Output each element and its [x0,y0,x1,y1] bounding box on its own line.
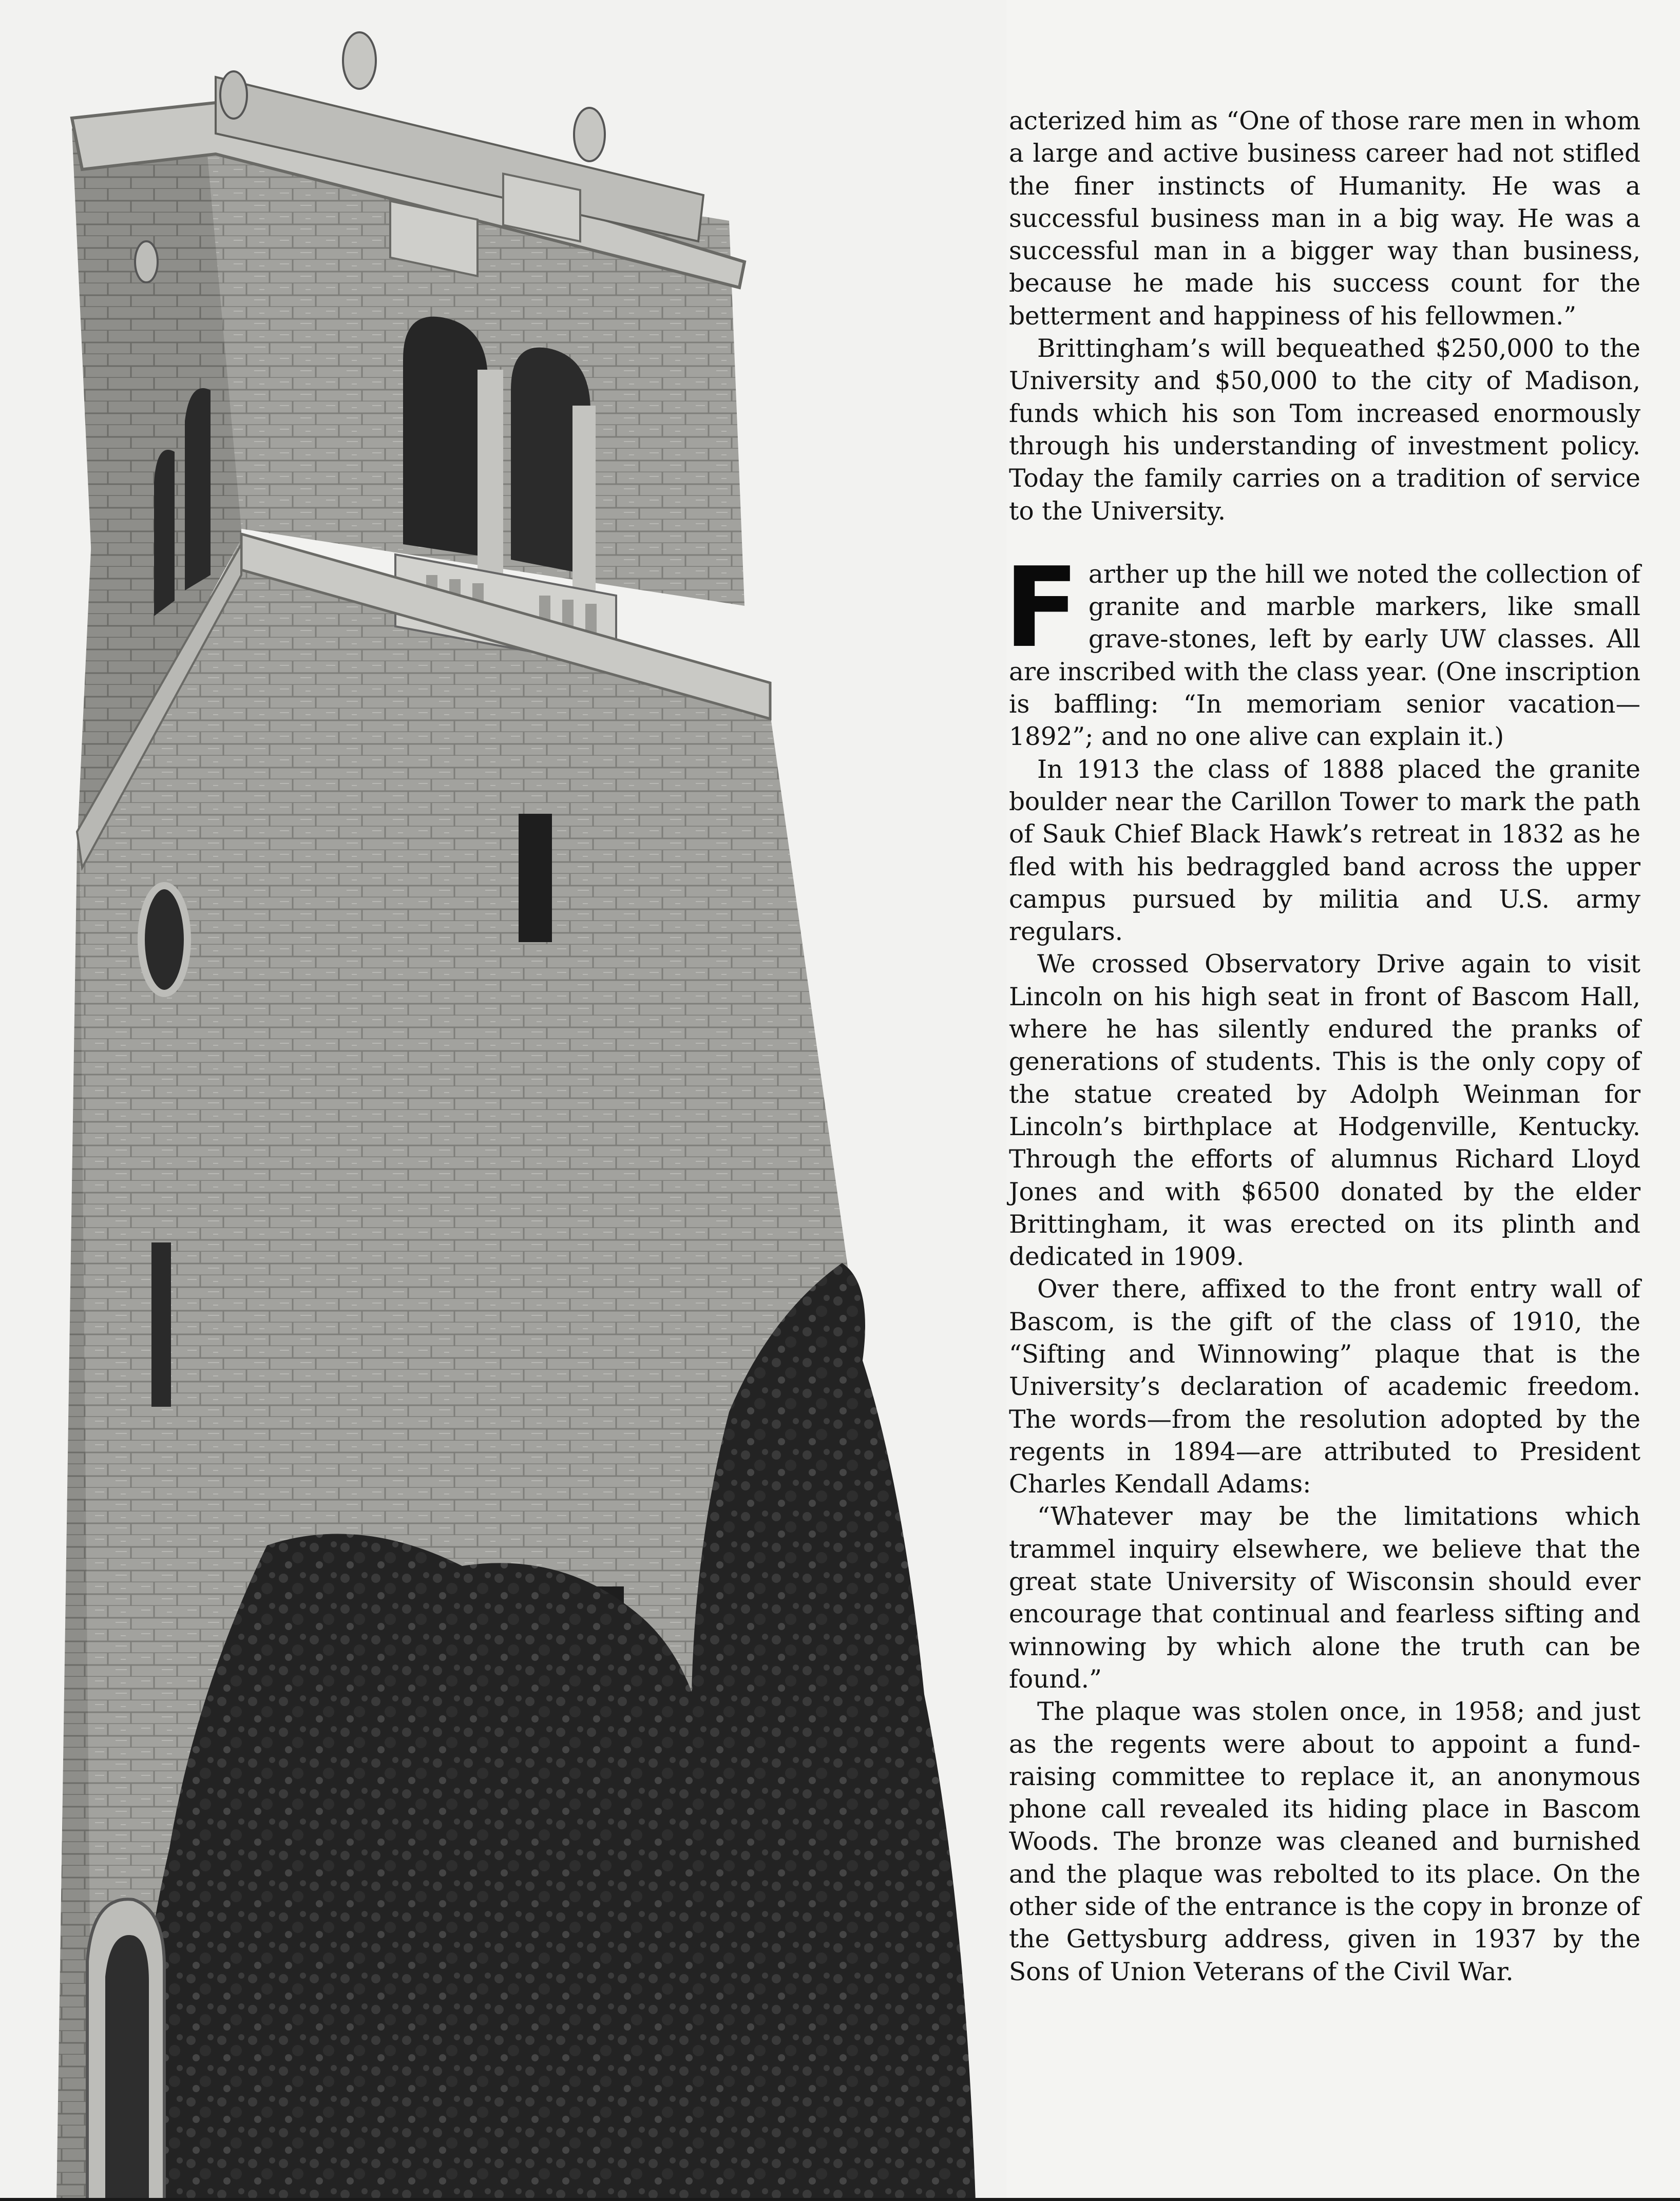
article-paragraph: Over there, affixed to the front entry wall of Bascom, is the gift of the class of 1910, the “Sifting and Winnowing” plaque that is the University’s declaration of academic freedom. The words—from the resolution adopted by the regents in 1894—are attributed to President Charles Kendall Adams: [1009,1275,1640,1499]
dropcap-paragraph-text: arther up the hill we noted the collection of granite and marble markers, like small grave-stones, left by early UW classes. All are inscribed with the class year. (One inscription is baffling: “In memoriam senior vacation—1892”; and no one alive can explain it.) [1009,560,1640,752]
article-paragraph: In 1913 the class of 1888 placed the granite boulder near the Carillon Tower to mark the path of Sauk Chief Black Hawk’s retreat in 1832 as he fled with his bedraggled band across the upper campus pursued by militia and U.S. army regulars. [1009,755,1640,947]
drop-cap: F [1004,543,1079,672]
dropcap-paragraph [1004,543,1640,754]
slit-window [151,1242,171,1407]
quotation-paragraph: “Whatever may be the limitations which trammel inquiry elsewhere, we believe that the great state University of Wisconsin should ever encourage that continual and fearless sifting and winnowing by which alone the truth can be found.” [1009,1502,1640,1694]
oval-window [141,886,187,993]
finial [135,241,158,282]
page-bottom-edge [0,2198,1680,2201]
article-paragraph: We crossed Observatory Drive again to visit Lincoln on his high seat in front of Bascom Hall, where he has silently endured the pranks of generations of students. This is the only copy of the statue created by Adolph Weinman for Lincoln’s birthplace at Hodgenville, Kentucky. Through the efforts of alumnus Richard Lloyd Jones and with $6500 donated by the elder Brittingham, it was erected on its plinth and dedicated in 1909. [1009,950,1640,1272]
finial [220,71,247,119]
article-paragraph: Brittingham’s will bequeathed $250,000 to the University and $50,000 to the city of Madison, funds which his son Tom increased enormously through his understanding of investment policy. Today the family carries on a tradition of service to the University. [1009,334,1640,526]
finial [574,108,605,161]
article-paragraph: The plaque was stolen once, in 1958; and just as the regents were about to appoint a fund-raising committee to replace it, an anonymous phone call revealed its hiding place in Bascom Woods. The bronze was cleaned and burnished and the plaque was rebolted to its place. On the other side of the entrance is the copy in bronze of the Gettysburg address, given in 1937 by the Sons of Union Veterans of the Civil War. [1009,1697,1640,1986]
article-text [1004,105,1640,1988]
article-paragraph: acterized him as “One of those rare men in whom a large and active business career had not stifled the finer instincts of Humanity. He was a successful business man in a big way. He was a successful man in a bigger way than business, because he made his success count for the betterment and happiness of his fellowmen.” [1009,107,1640,331]
slit-window [519,814,552,942]
finial [343,32,376,89]
